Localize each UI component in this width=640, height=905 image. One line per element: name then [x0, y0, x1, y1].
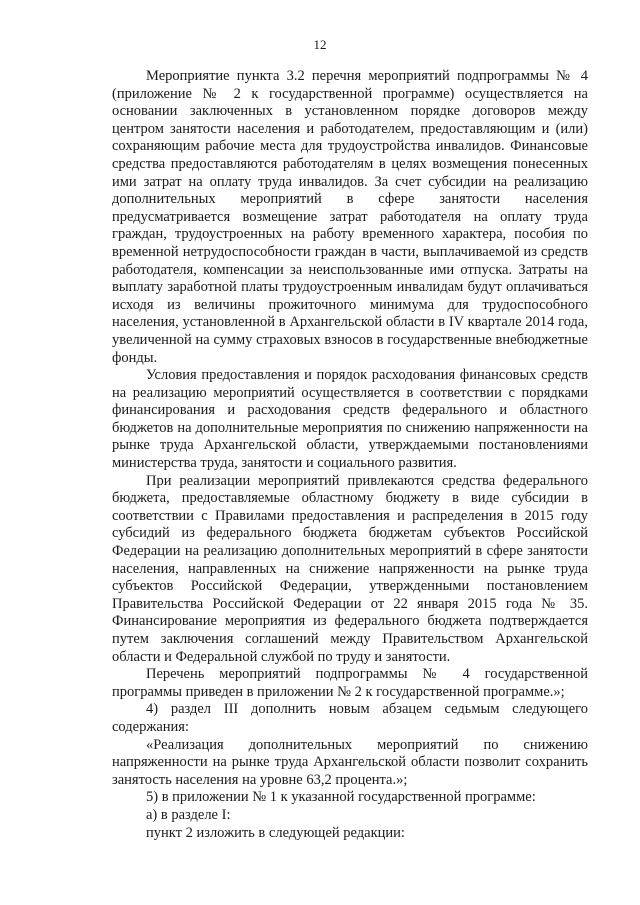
paragraph-quote-employment: «Реализация дополнительных мероприятий по снижению напряженности на рынке труда Архангельской области позволит сохранить занятость населения на уровне 63,2 процента.»; [112, 736, 588, 788]
paragraph-conditions: Условия предоставления и порядок расходования финансовых средств на реализацию мероприятий осуществляется в соответствии с порядками финансирования и расходования средств федерального и областного бюджетов на дополнительные мероприятия по снижению напряженности на рынке труда Архангельской области, утверждаемыми постановлениями министерства труда, занятости и социального развития. [112, 367, 588, 472]
document-body [112, 68, 588, 842]
page-number: 12 [313, 37, 327, 52]
paragraph-point-2: пункт 2 изложить в следующей редакции: [146, 824, 405, 841]
paragraph-measure-3-2: Мероприятие пункта 3.2 перечня мероприятий подпрограммы № 4 (приложение № 2 к государственной программе) осуществляется на основании заключенных в установленном порядке договоров между центром занятости населения и работодателем, предоставляющим и (или) сохраняющим рабочие места для трудоустройства инвалидов. Финансовые средства предоставляются работодателям в целях возмещения понесенных ими затрат на оплату труда инвалидов. За счет субсидии на реализацию дополнительных мероприятий в сфере занятости населения предусматривается возмещение затрат работодателя на оплату труда граждан, трудоустроенных на работу временного характера, пособия по временной нетрудоспособности граждан в части, выплачиваемой из средств работодателя, компенсации за неиспользованные ими отпуска. Затраты на выплату заработной платы трудоустроенным инвалидам будут оплачиваться исходя из величины прожиточного минимума для трудоспособного населения, установленной в Архангельской области в IV квартале 2014 года, увеличенной на сумму страховых взносов в государственные внебюджетные фонды. [112, 68, 588, 366]
paragraph-federal-funds: При реализации мероприятий привлекаются средства федерального бюджета, предоставляемые областному бюджету в виде субсидии в соответствии с Правилами предоставления и распределения в 2015 году субсидий из федерального бюджета бюджетам субъектов Российской Федерации на реализацию дополнительных мероприятий в сфере занятости населения, направленных на снижение напряженности на рынке труда субъектов Российской Федерации, утвержденными постановлением Правительства Российской Федерации от 22 января 2015 года № 35. Финансирование мероприятия из федерального бюджета подтверждается путем заключения соглашений между Правительством Архангельской области и Федеральной службой по труду и занятости. [112, 472, 588, 665]
paragraph-item-5: 5) в приложении № 1 к указанной государственной программе: [146, 789, 536, 806]
paragraph-item-4: 4) раздел III дополнить новым абзацем седьмым следующего содержания: [112, 701, 588, 735]
paragraph-measures-list: Перечень мероприятий подпрограммы № 4 государственной программы приведен в приложении № 2 к государственной программе.»; [112, 666, 588, 700]
paragraph-item-a: а) в разделе I: [146, 806, 231, 823]
